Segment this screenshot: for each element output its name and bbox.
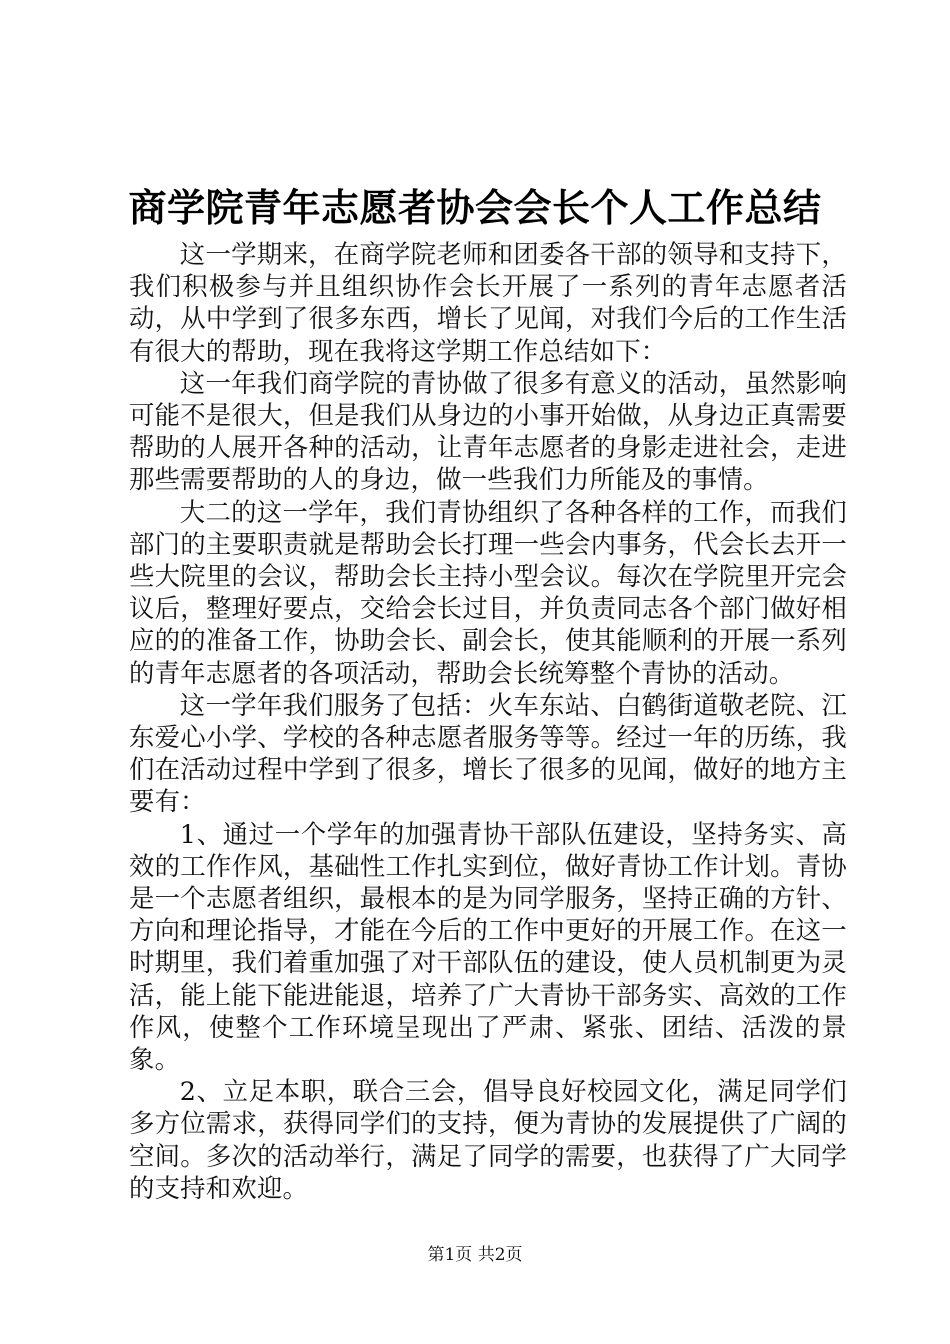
document-title: 商学院青年志愿者协会会长个人工作总结	[128, 186, 822, 230]
paragraph-intro: 这一学期来，在商学院老师和团委各干部的领导和支持下，我们积极参与并且组织协作会长开展了一系列的青年志愿者活动，从中学到了很多东西，增长了见闻，对我们今后的工作生活有很大的帮助，现在我将这学期工作总结如下：	[129, 239, 847, 366]
page-number-footer: 第1页 共2页	[427, 1245, 523, 1265]
document-body	[129, 238, 847, 1204]
paragraph-point-1: 1、通过一个学年的加强青协干部队伍建设，坚持务实、高效的工作作风，基础性工作扎实到位，做好青协工作计划。青协是一个志愿者组织，最根本的是为同学服务，坚持正确的方针、方向和理论指导，才能在今后的工作中更好的开展工作。在这一时期里，我们着重加强了对干部队伍的建设，使人员机制更为灵活，能上能下能进能退，培养了广大青协干部务实、高效的工作作风，使整个工作环境呈现出了严肃、紧张、团结、活泼的景象。	[129, 818, 847, 1075]
paragraph-services: 这一学年我们服务了包括：火车东站、白鹤街道敬老院、江东爱心小学、学校的各种志愿者服务等等。经过一年的历练，我们在活动过程中学到了很多，增长了很多的见闻，做好的地方主要有：	[129, 689, 847, 817]
paragraph-point-2: 2、立足本职，联合三会，倡导良好校园文化，满足同学们多方位需求，获得同学们的支持，便为青协的发展提供了广阔的空间。多次的活动举行，满足了同学的需要，也获得了广大同学的支持和欢迎。	[129, 1076, 847, 1203]
paragraph-department-duties: 大二的这一学年，我们青协组织了各种各样的工作，而我们部门的主要职责就是帮助会长打理一些会内事务，代会长去开一些大院里的会议，帮助会长主持小型会议。每次在学院里开完会议后，整理好要点，交给会长过目，并负责同志各个部门做好相应的的准备工作，协助会长、副会长，使其能顺利的开展一系列的青年志愿者的各项活动，帮助会长统筹整个青协的活动。	[129, 496, 847, 688]
paragraph-activities: 这一年我们商学院的青协做了很多有意义的活动，虽然影响可能不是很大，但是我们从身边的小事开始做，从身边正真需要帮助的人展开各种的活动，让青年志愿者的身影走进社会，走进那些需要帮助的人的身边，做一些我们力所能及的事情。	[129, 367, 847, 495]
